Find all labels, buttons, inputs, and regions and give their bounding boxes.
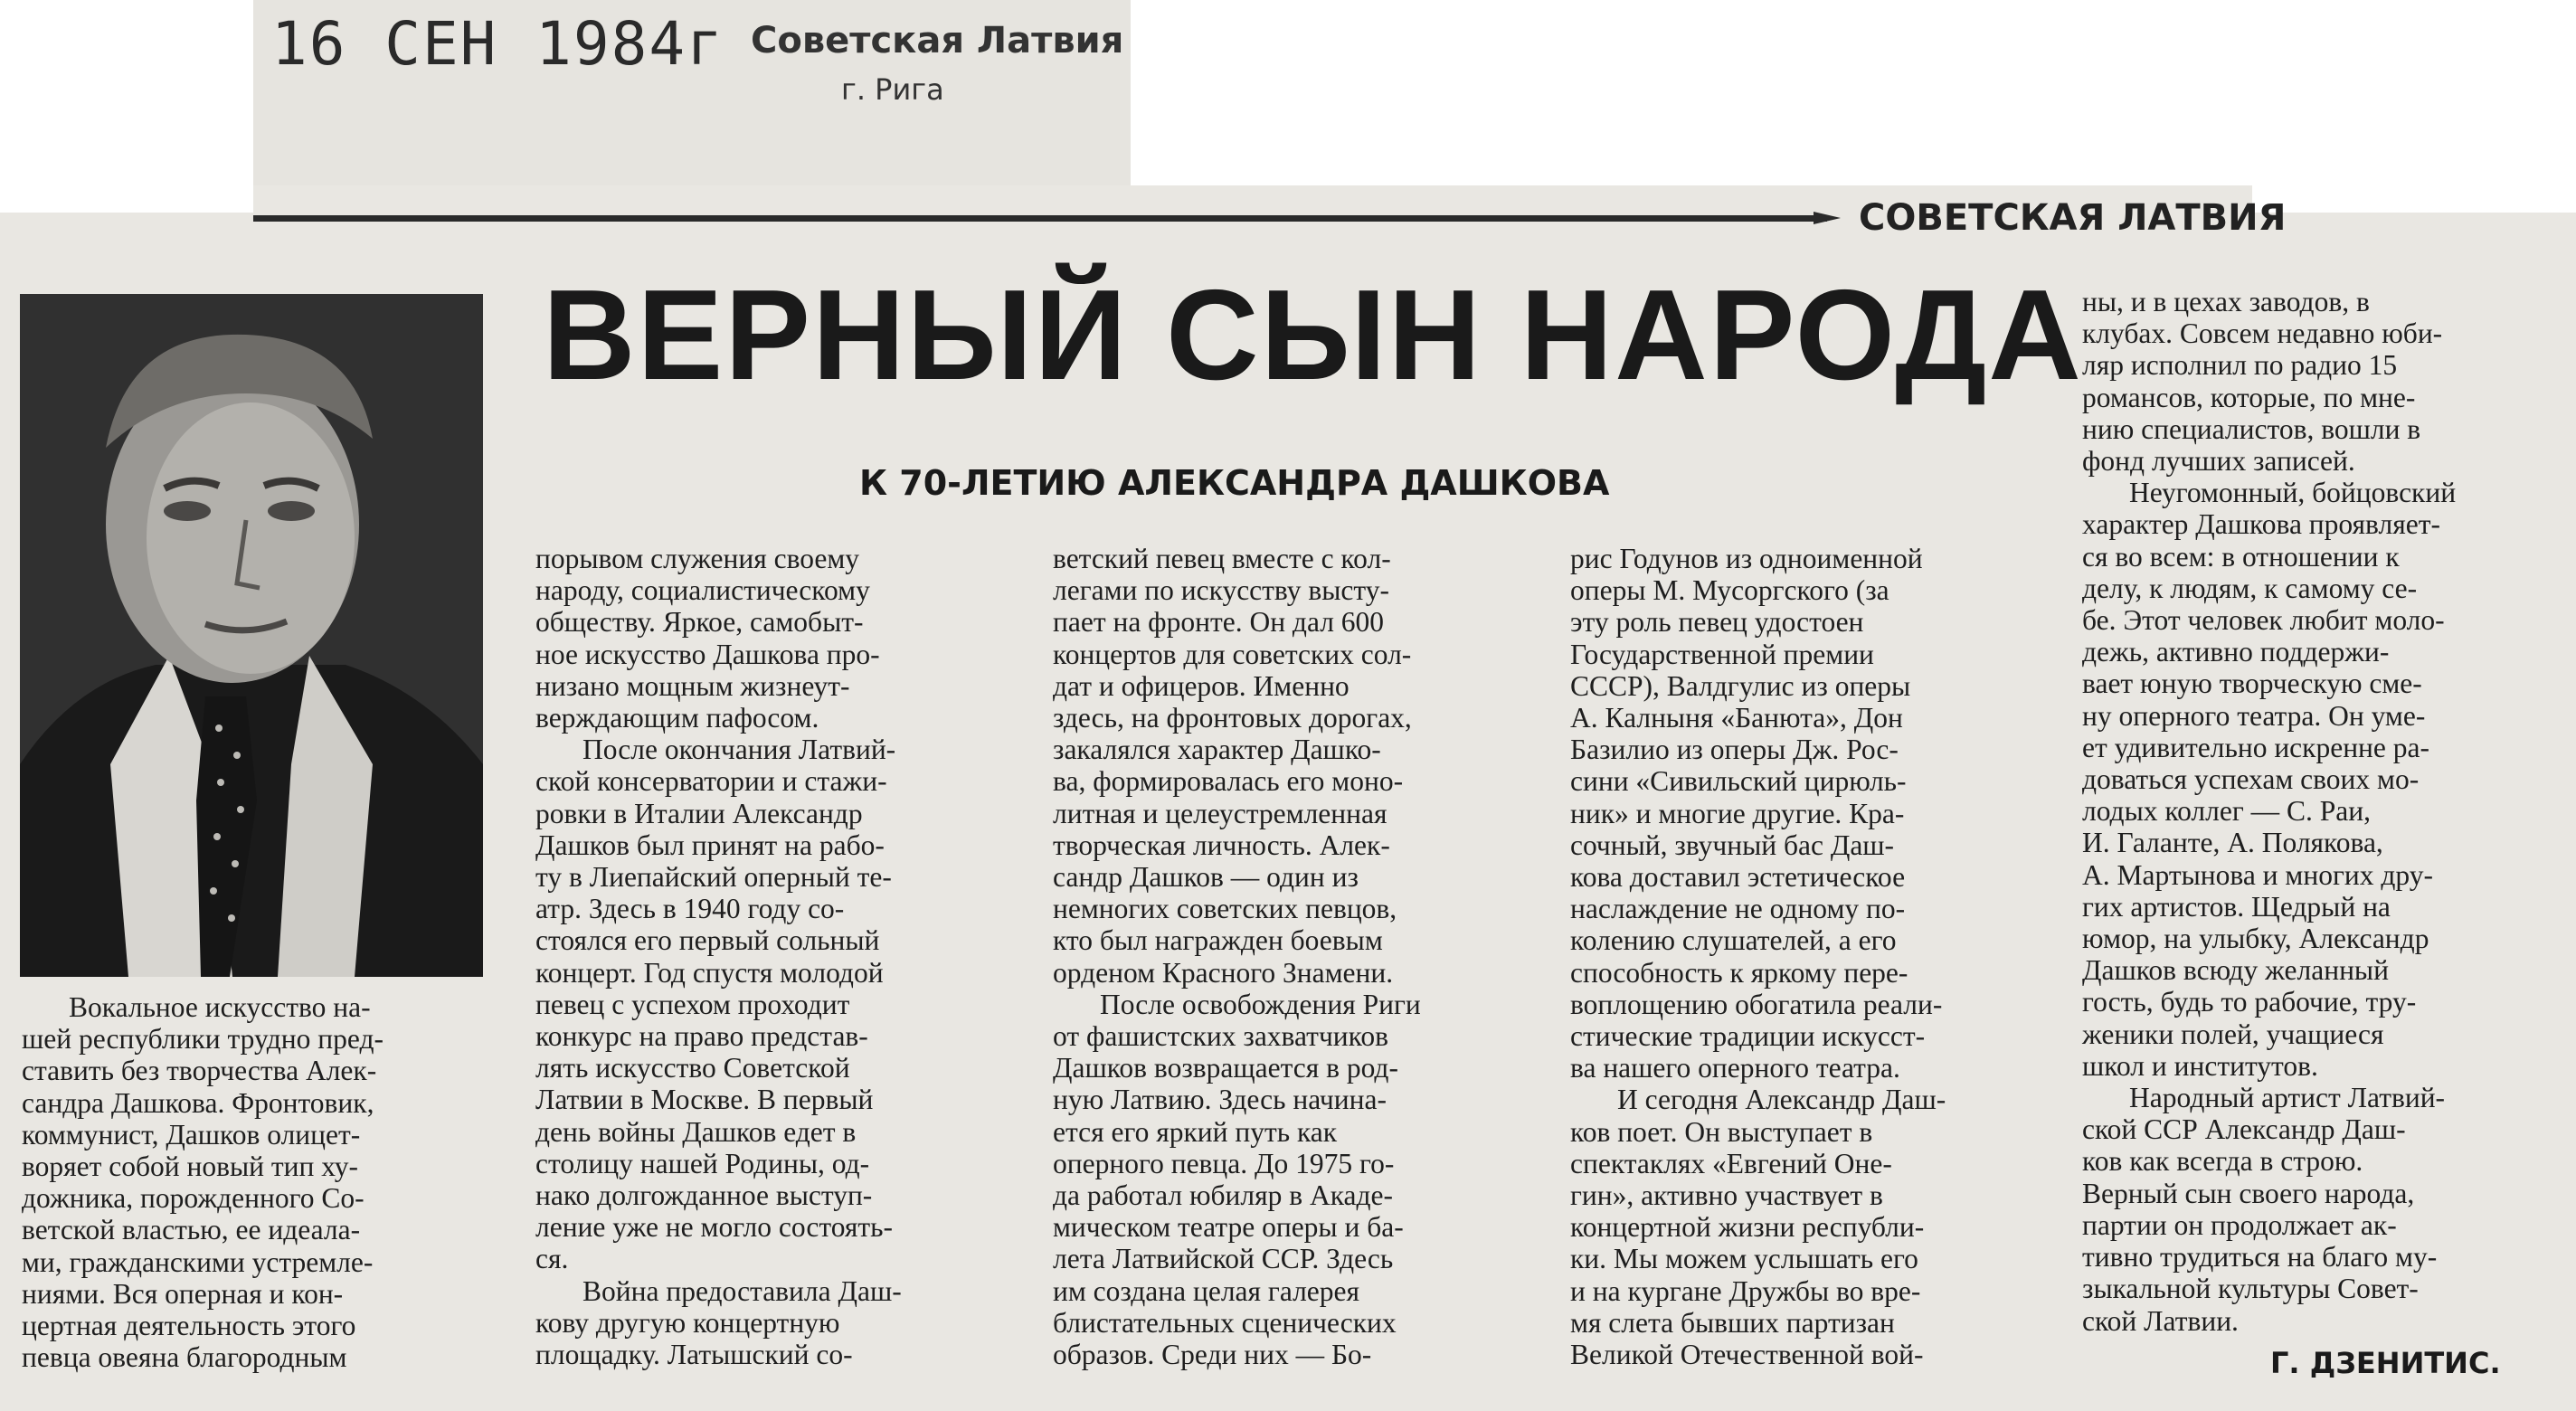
article-line: ся во всем: в отношении к	[2082, 540, 2400, 573]
article-line: концертов для советских сол-	[1053, 638, 1412, 670]
headline: ВЕРНЫЙ СЫН НАРОДА	[543, 263, 2083, 407]
article-line: сандра Дашкова. Фронтовик,	[22, 1086, 374, 1119]
article-line: способность к яркому пере-	[1570, 956, 1908, 989]
article-line: ки. Мы можем услышать его	[1570, 1243, 1918, 1275]
article-column-3	[1053, 543, 1532, 1370]
article-line: ся.	[535, 1243, 569, 1275]
article-line: гих артистов. Щедрый на	[2082, 890, 2391, 923]
article-line: ставить без творчества Алек-	[22, 1055, 377, 1087]
article-line: сочный, звучный бас Даш-	[1570, 829, 1895, 861]
article-line: здесь, на фронтовых дорогах,	[1053, 702, 1412, 734]
article-column-4	[1570, 543, 2051, 1370]
article-line: певец с успехом проходит	[535, 988, 850, 1020]
article-line: оперного певца. До 1975 го-	[1053, 1147, 1395, 1179]
article-line: характер Дашкова проявляет-	[2082, 508, 2440, 541]
article-line: гость, будь то рабочие, тру-	[2082, 986, 2417, 1018]
article-line: ниями. Вся оперная и кон-	[22, 1277, 344, 1310]
masthead-rule-tip	[1814, 212, 1841, 224]
article-line: оперы М. Мусоргского (за	[1570, 574, 1889, 607]
article-line: орденом Красного Знамени.	[1053, 956, 1394, 989]
article-line: ков как всегда в строю.	[2082, 1145, 2363, 1178]
masthead-title: СОВЕТСКАЯ ЛАТВИЯ	[1859, 197, 2287, 239]
stamp-date: 16 СЕН 1984г	[271, 9, 724, 79]
article-line: После окончания Латвий-	[582, 734, 896, 766]
article-line: верждающим пафосом.	[535, 702, 819, 734]
article-line: Латвии в Москве. В первый	[535, 1084, 874, 1116]
stamp-city: г. Рига	[841, 72, 944, 107]
article-line: пает на фронте. Он дал 600	[1053, 606, 1385, 639]
article-line: Неугомонный, бойцовский	[2129, 477, 2457, 509]
article-line: мя слета бывших партизан	[1570, 1306, 1895, 1339]
article-line: фонд лучших записей.	[2082, 445, 2355, 478]
article-line: образов. Среди них — Бо-	[1053, 1339, 1372, 1371]
article-line: обществу. Яркое, самобыт-	[535, 606, 864, 639]
article-column-5	[2082, 286, 2562, 1337]
portrait-photo-image	[20, 294, 483, 977]
article-line: ляр исполнил по радио 15	[2082, 349, 2398, 382]
article-line: Верный сын своего народа,	[2082, 1177, 2415, 1209]
article-line: Война предоставила Даш-	[582, 1274, 902, 1307]
article-line: ветский певец вместе с кол-	[1053, 543, 1391, 574]
article-line: зыкальной культуры Совет-	[2082, 1273, 2419, 1305]
article-line: да работал юбиляр в Акаде-	[1053, 1179, 1394, 1212]
article-line: легами по искусству высту-	[1053, 574, 1389, 607]
article-line: И. Галанте, А. Полякова,	[2082, 827, 2383, 859]
article-line: бе. Этот человек любит моло-	[2082, 604, 2445, 637]
article-line: ва, формировалась его моно-	[1053, 765, 1404, 798]
article-line: А. Мартынова и многих дру-	[2082, 858, 2433, 891]
article-line: лета Латвийской ССР. Здесь	[1053, 1243, 1394, 1275]
article-line: Великой Отечественной вой-	[1570, 1339, 1924, 1371]
article-line: Дашков был принят на рабо-	[535, 829, 885, 861]
article-line: доваться успехам своих мо-	[2082, 763, 2420, 796]
article-line: блистательных сценических	[1053, 1306, 1397, 1339]
article-line: творческая личность. Алек-	[1053, 829, 1390, 861]
article-line: ну оперного театра. Он уме-	[2082, 699, 2426, 732]
article-line: партии он продолжает ак-	[2082, 1208, 2397, 1241]
article-line: Государственной премии	[1570, 638, 1874, 670]
article-line: дат и офицеров. Именно	[1053, 669, 1350, 702]
article-line: рис Годунов из одноименной	[1570, 543, 1923, 574]
article-line: шей республики трудно пред-	[22, 1023, 384, 1056]
subheadline: К 70-ЛЕТИЮ АЛЕКСАНДРА ДАШКОВА	[859, 463, 1610, 503]
article-line: ровки в Италии Александр	[535, 797, 863, 829]
article-line: кто был награжден боевым	[1053, 924, 1383, 957]
article-line: А. Калныня «Банюта», Дон	[1570, 702, 1903, 734]
article-line: ную Латвию. Здесь начина-	[1053, 1084, 1387, 1116]
article-line: немногих советских певцов,	[1053, 893, 1397, 925]
author-signature: Г. ДЗЕНИТИС.	[2270, 1346, 2501, 1380]
article-line: стические традиции искусст-	[1570, 1020, 1926, 1053]
article-line: женики полей, учащиеся	[2082, 1018, 2384, 1050]
article-line: ветской властью, ее идеала-	[22, 1214, 361, 1246]
article-line: сандр Дашков — один из	[1053, 861, 1359, 894]
article-line: стоялся его первый сольный	[535, 924, 880, 957]
article-line: воряет собой новый тип ху-	[22, 1151, 359, 1183]
article-line: ту в Лиепайский оперный те-	[535, 861, 892, 894]
article-line: ны, и в цехах заводов, в	[2082, 286, 2370, 317]
article-column-1	[22, 991, 483, 1373]
article-line: спектаклях «Евгений Оне-	[1570, 1147, 1892, 1179]
article-line: наслаждение не одному по-	[1570, 893, 1906, 925]
article-line: концертной жизни республи-	[1570, 1211, 1925, 1244]
article-line: сини «Сивильский цирюль-	[1570, 765, 1907, 798]
article-line: им создана целая галерея	[1053, 1274, 1359, 1307]
article-line: После освобождения Риги	[1100, 988, 1421, 1020]
article-line: Базилио из оперы Дж. Рос-	[1570, 734, 1899, 766]
article-line: дежь, активно поддержи-	[2082, 636, 2390, 668]
article-line: Дашков всюду желанный	[2082, 954, 2389, 987]
article-line: юмор, на улыбку, Александр	[2082, 923, 2429, 955]
article-line: ской консерватории и стажи-	[535, 765, 887, 798]
article-column-2	[535, 543, 1017, 1370]
article-line: тивно трудиться на благо му-	[2082, 1241, 2438, 1274]
article-line: нию специалистов, вошли в	[2082, 412, 2421, 445]
article-line: школ и институтов.	[2082, 1049, 2318, 1082]
article-line: лодых коллег — С. Раи,	[2082, 795, 2371, 828]
article-line: закалялся характер Дашко-	[1053, 734, 1381, 766]
article-line: И сегодня Александр Даш-	[1617, 1084, 1946, 1116]
article-line: ет удивительно искренне ра-	[2082, 731, 2429, 763]
article-line: Народный артист Латвий-	[2129, 1082, 2446, 1114]
article-line: ской Латвии.	[2082, 1304, 2239, 1337]
article-line: ской ССР Александр Даш-	[2082, 1113, 2406, 1146]
article-line: эту роль певец удостоен	[1570, 606, 1864, 639]
stamp-newspaper-name: Советская Латвия	[751, 20, 1124, 62]
article-line: певца овеяна благородным	[22, 1341, 347, 1374]
article-line: площадку. Латышский со-	[535, 1339, 853, 1371]
portrait-photo	[20, 294, 483, 977]
article-line: кову другую концертную	[535, 1306, 840, 1339]
article-line: ление уже не могло состоять-	[535, 1211, 893, 1244]
masthead-rule	[253, 215, 1827, 222]
article-line: ков поет. Он выступает в	[1570, 1115, 1873, 1148]
article-line: колению слушателей, а его	[1570, 924, 1897, 957]
article-line: клубах. Совсем недавно юби-	[2082, 317, 2443, 350]
article-line: вает юную творческую сме-	[2082, 668, 2422, 700]
article-line: гин», активно участвует в	[1570, 1179, 1883, 1212]
article-line: дожника, порожденного Со-	[22, 1182, 365, 1215]
article-line: и на кургане Дружбы во вре-	[1570, 1274, 1921, 1307]
article-line: мическом театре оперы и ба-	[1053, 1211, 1404, 1244]
article-line: СССР), Валдгулис из оперы	[1570, 669, 1911, 702]
article-line: ва нашего оперного театра.	[1570, 1052, 1900, 1084]
article-line: делу, к людям, к самому се-	[2082, 572, 2418, 604]
article-line: Вокальное искусство на-	[69, 991, 371, 1023]
article-line: воплощению обогатила реали-	[1570, 988, 1943, 1020]
article-line: коммунист, Дашков олицет-	[22, 1118, 361, 1151]
article-line: день войны Дашков едет в	[535, 1115, 857, 1148]
article-line: концерт. Год спустя молодой	[535, 956, 884, 989]
article-line: конкурс на право представ-	[535, 1020, 868, 1053]
article-line: ник» и многие другие. Кра-	[1570, 797, 1905, 829]
article-line: ется его яркий путь как	[1053, 1115, 1338, 1148]
article-line: атр. Здесь в 1940 году со-	[535, 893, 845, 925]
article-line: ное искусство Дашкова про-	[535, 638, 880, 670]
article-line: народу, социалистическому	[535, 574, 870, 607]
article-line: низано мощным жизнеут-	[535, 669, 850, 702]
article-line: нако долгожданное выступ-	[535, 1179, 873, 1212]
article-line: кова доставил эстетическое	[1570, 861, 1906, 894]
article-line: от фашистских захватчиков	[1053, 1020, 1388, 1053]
article-line: Дашков возвращается в род-	[1053, 1052, 1398, 1084]
article-line: порывом служения своему	[535, 543, 860, 574]
article-line: романсов, которые, по мне-	[2082, 381, 2416, 413]
article-line: цертная деятельность этого	[22, 1310, 356, 1342]
article-line: литная и целеустремленная	[1053, 797, 1387, 829]
article-line: ми, гражданскими устремле-	[22, 1245, 374, 1278]
article-line: столицу нашей Родины, од-	[535, 1147, 870, 1179]
article-line: лять искусство Советской	[535, 1052, 850, 1084]
